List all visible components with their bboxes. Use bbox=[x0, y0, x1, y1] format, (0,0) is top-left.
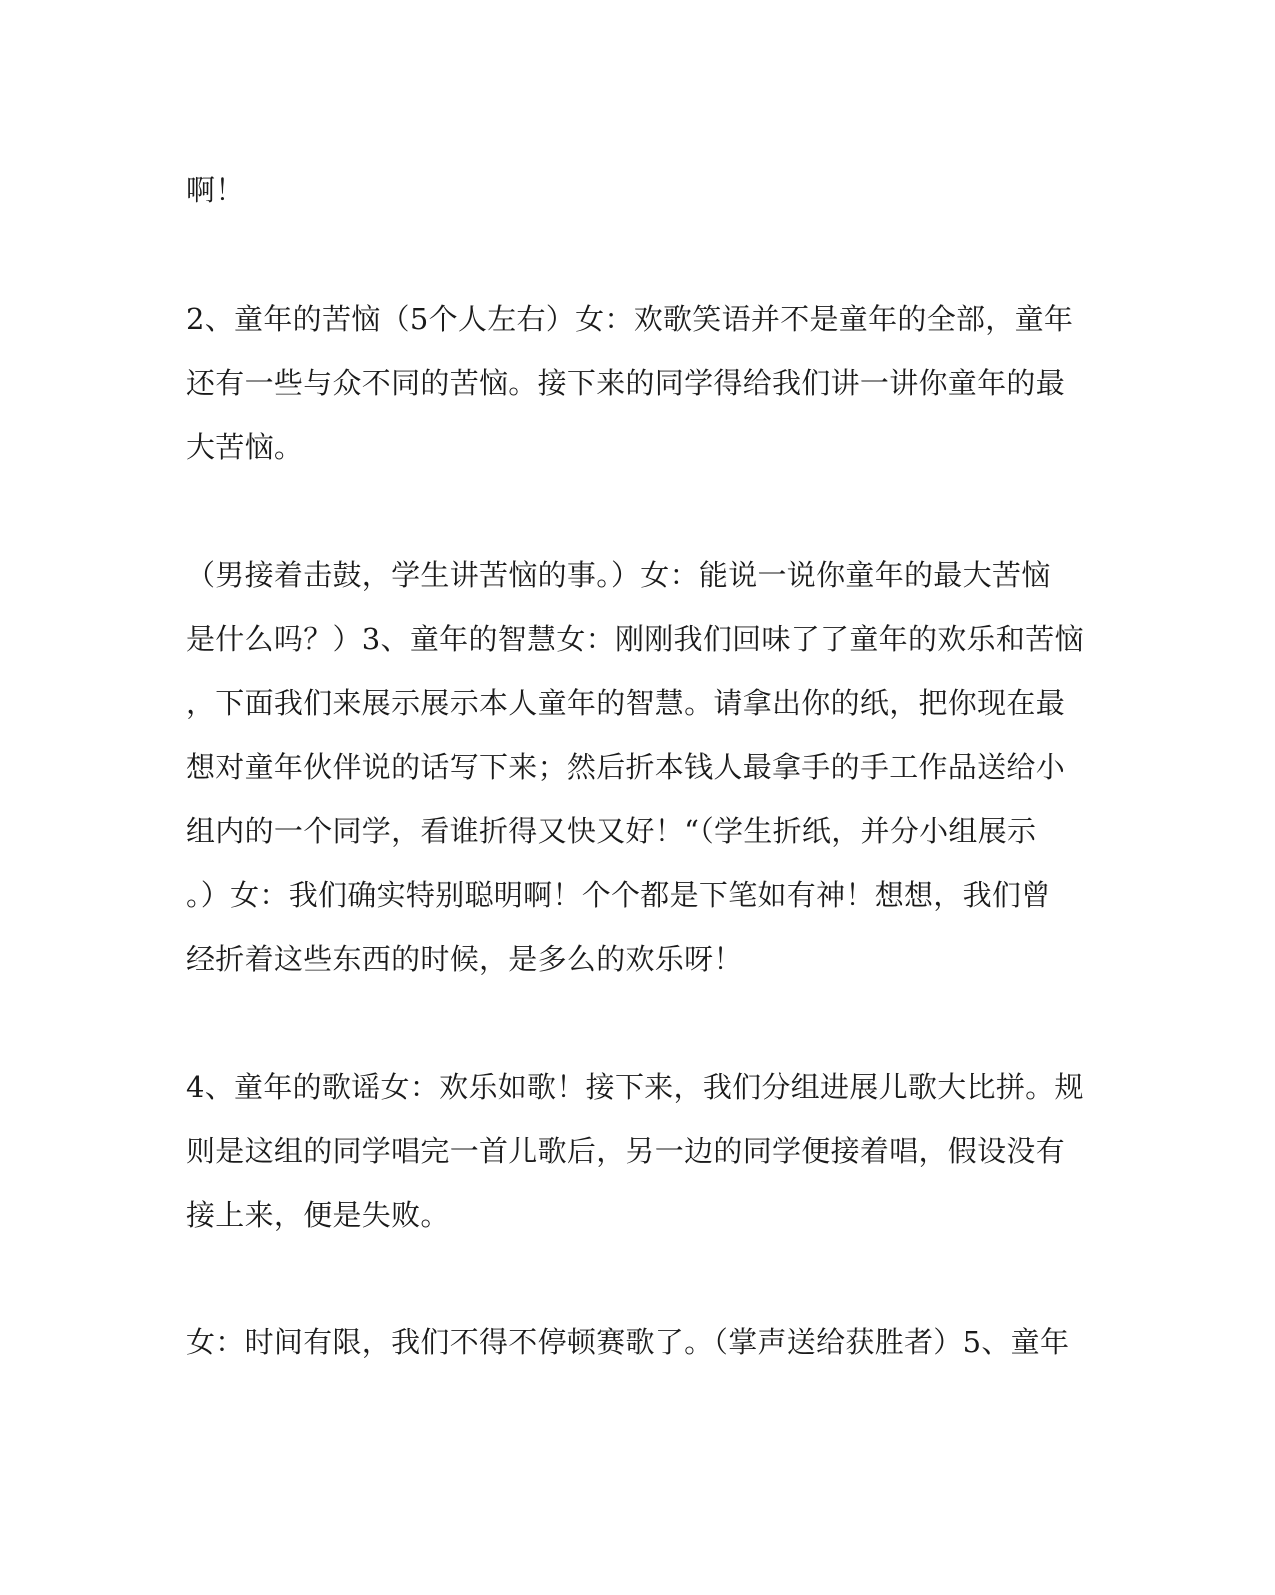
text-line: 。）女：我们确实特别聪明啊！个个都是下笔如有神！想想，我们曾 bbox=[186, 878, 1051, 912]
paragraph-1 bbox=[186, 158, 1086, 222]
text-line: ，下面我们来展示展示本人童年的智慧。请拿出你的纸，把你现在最 bbox=[186, 686, 1066, 720]
text-line: 2、童年的苦恼（5个人左右）女：欢歌笑语并不是童年的全部，童年 bbox=[186, 302, 1074, 336]
text-line: 则是这组的同学唱完一首儿歌后，另一边的同学便接着唱，假设没有 bbox=[186, 1134, 1066, 1168]
text-line: 经折着这些东西的时候，是多么的欢乐呀！ bbox=[186, 942, 743, 976]
paragraph-3 bbox=[186, 543, 1086, 991]
text-line: 组内的一个同学，看谁折得又快又好！“（学生折纸，并分小组展示 bbox=[186, 814, 1037, 848]
text-line: 女：时间有限，我们不得不停顿赛歌了。（掌声送给获胜者）5、童年 bbox=[186, 1325, 1070, 1359]
paragraph-5 bbox=[186, 1310, 1086, 1374]
paragraph-2 bbox=[186, 287, 1086, 479]
text-line: 接上来，便是失败。 bbox=[186, 1198, 450, 1232]
text-line: 4、童年的歌谣女：欢乐如歌！接下来，我们分组进展儿歌大比拼。规 bbox=[186, 1070, 1084, 1104]
text-line: 还有一些与众不同的苦恼。接下来的同学得给我们讲一讲你童年的最 bbox=[186, 366, 1066, 400]
paragraph-4 bbox=[186, 1055, 1086, 1247]
text-line: （男接着击鼓，学生讲苦恼的事。）女：能说一说你童年的最大苦恼 bbox=[186, 558, 1051, 592]
text-line: 是什么吗？）3、童年的智慧女：刚刚我们回味了了童年的欢乐和苦恼 bbox=[186, 622, 1084, 656]
text-line: 想对童年伙伴说的话写下来；然后折本钱人最拿手的手工作品送给小 bbox=[186, 750, 1066, 784]
text-line: 啊！ bbox=[186, 173, 245, 207]
text-line: 大苦恼。 bbox=[186, 430, 304, 464]
